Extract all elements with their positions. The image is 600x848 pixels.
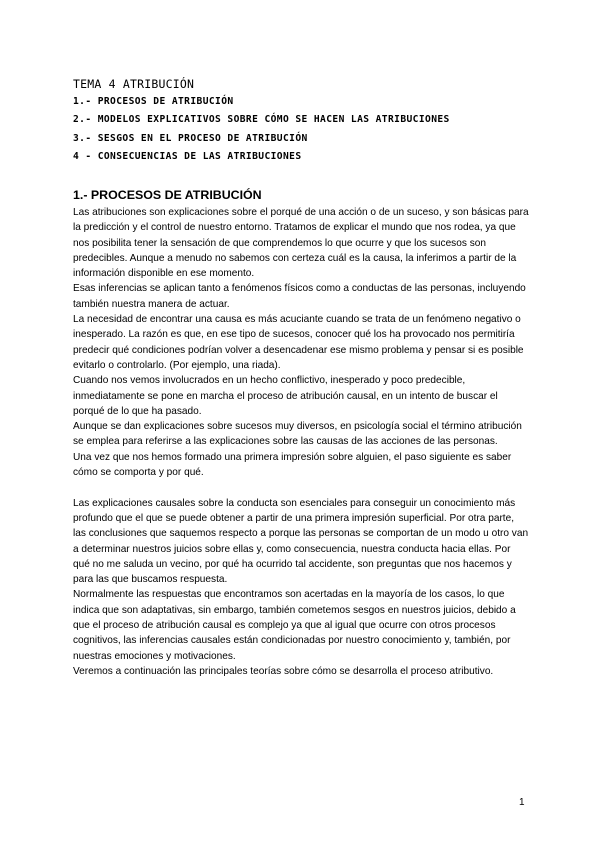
paragraph: Una vez que nos hemos formado una primera impresión sobre alguien, el paso siguiente es saber cómo se comporta y por qué. [73, 451, 512, 479]
paragraph: Las atribuciones son explicaciones sobre el porqué de una acción o de un suceso, y son básicas para la predicción y el control de nuestro entorno. Tratamos de explicar el mundo que nos rodea, ya que nos posibilita tener la sensación de que comprendemos lo que ocurre y que los sucesos son predecibles. Aunque a menudo no sabemos con certeza cuál es la causa, la inferimos a partir de la información disponible en ese momento. [73, 207, 529, 280]
toc-item-3: 3.- SESGOS EN EL PROCESO DE ATRIBUCIÓN [73, 132, 308, 144]
paragraph: Aunque se dan explicaciones sobre sucesos muy diversos, en psicología social el término atribución se emplea para referirse a las explicaciones sobre las causas de las acciones de las personas. [73, 421, 522, 448]
section-heading: 1.- PROCESOS DE ATRIBUCIÓN [73, 188, 262, 202]
paragraph: Esas inferencias se aplican tanto a fenómenos físicos como a conductas de las personas, incluyendo también nuestra manera de actuar. [73, 283, 526, 310]
paragraph: La necesidad de encontrar una causa es más acuciante cuando se trata de un fenómeno negativo o inesperado. La razón es que, en ese tipo de sucesos, conocer qué los ha provocado nos permitiría predecir qué condiciones podrían volver a desencadenar ese mismo problema y pensar si es posible evitarlo o controlarlo. (Por ejemplo, una riada). [73, 314, 524, 371]
paragraph: Veremos a continuación las principales teorías sobre cómo se desarrolla el proceso atributivo. [73, 665, 494, 677]
paragraph: Las explicaciones causales sobre la conducta son esenciales para conseguir un conocimiento más profundo que el que se puede obtener a partir de una primera impresión superficial. Por otra parte, las conclusiones que saquemos respecto a porque las personas se comportan de un modo u otro van a determinar nuestros juicios sobre ellas y, como consecuencia, nuestra conducta hacia ellas. Por qué no me saluda un vecino, por qué ha ocurrido tal accidente, son preguntas que nos hacemos y para las que buscamos respuesta. [73, 497, 529, 586]
table-of-contents [73, 76, 450, 167]
paragraph: Cuando nos vemos involucrados en un hecho conflictivo, inesperado y poco predecible, inmediatamente se pone en marcha el proceso de atribución causal, en un intento de buscar el porqué de lo que ha pasado. [73, 375, 498, 417]
page-number: 1 [519, 797, 525, 808]
toc-item-4: 4 - CONSECUENCIAS DE LAS ATRIBUCIONES [73, 151, 302, 163]
section-body [73, 205, 529, 679]
paragraph: Normalmente las respuestas que encontramos son acertadas en la mayoría de los casos, lo que indica que son adaptativas, sin embargo, también cometemos sesgos en nuestros juicios, debido a que el proceso de atribución causal es complejo ya que al igual que ocurre con otros procesos cognitivos, las inferencias causales están condicionadas por nuestro conocimiento y, también, por nuestras emociones y motivaciones. [73, 589, 516, 662]
toc-title: TEMA 4 ATRIBUCIÓN [73, 77, 195, 91]
toc-item-2: 2.- MODELOS EXPLICATIVOS SOBRE CÓMO SE HACEN LAS ATRIBUCIONES [73, 114, 450, 126]
toc-item-1: 1.- PROCESOS DE ATRIBUCIÓN [73, 96, 234, 107]
